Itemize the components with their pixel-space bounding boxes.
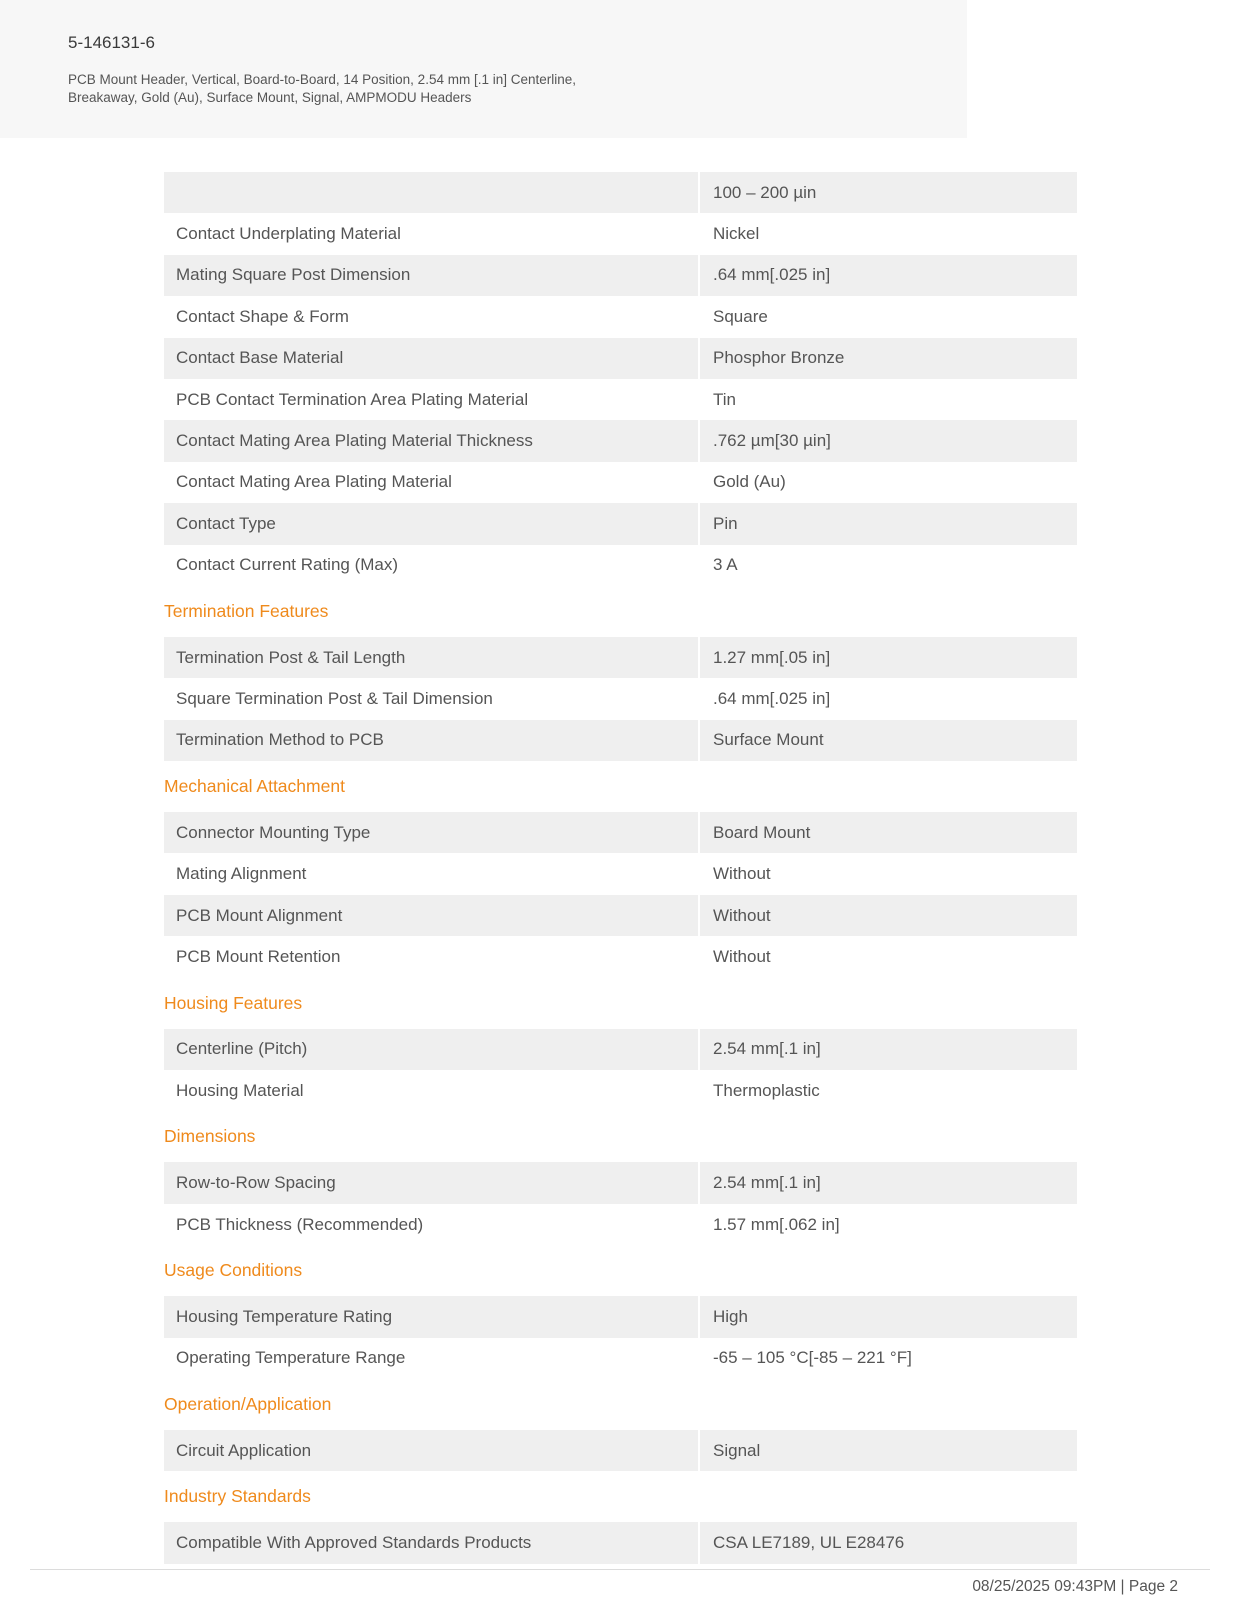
spec-row [164,338,1077,379]
spec-value: Board Mount [713,822,811,842]
spec-value: High [713,1306,748,1326]
spec-row [164,895,1077,936]
spec-value: 2.54 mm[.1 in] [713,1039,821,1059]
spec-value: .64 mm[.025 in] [713,688,831,708]
spec-row [164,462,1077,503]
spec-label: Row-to-Row Spacing [164,1162,700,1203]
spec-value: Nickel [713,224,760,244]
spec-row [164,296,1077,337]
spec-value: -65 – 105 °C[-85 – 221 °F] [713,1348,912,1368]
spec-table [164,172,1077,1564]
part-description-line2: Breakaway, Gold (Au), Surface Mount, Signal, AMPMODU Headers [68,90,472,105]
spec-row [164,720,1077,761]
spec-row [164,1204,1077,1245]
section-title-dimensions: Dimensions [164,1126,256,1147]
spec-value: Tin [713,389,736,409]
part-number: 5-146131-6 [68,33,155,52]
spec-value: CSA LE7189, UL E28476 [713,1533,905,1553]
spec-row [164,255,1077,296]
part-description [68,71,688,107]
spec-row [164,172,1077,213]
spec-label [164,172,700,213]
spec-row [164,678,1077,719]
spec-label: PCB Mount Alignment [164,895,700,936]
spec-value: Square [713,306,768,326]
spec-label: PCB Contact Termination Area Plating Material [164,379,700,420]
spec-value: 100 – 200 µin [713,182,817,202]
footer-timestamp-page: 08/25/2025 09:43PM | Page 2 [972,1578,1178,1595]
spec-value: Thermoplastic [713,1080,820,1100]
spec-row [164,379,1077,420]
spec-value: 2.54 mm[.1 in] [713,1173,821,1193]
spec-row [164,503,1077,544]
spec-label: Contact Mating Area Plating Material [164,462,700,503]
spec-row [164,936,1077,977]
section-title-usage-conditions: Usage Conditions [164,1260,303,1281]
spec-row [164,545,1077,586]
spec-label: Compatible With Approved Standards Products [164,1522,700,1563]
spec-value: Without [713,905,771,925]
spec-value: .762 µm[30 µin] [713,431,831,451]
spec-row [164,853,1077,894]
spec-label: Contact Base Material [164,338,700,379]
spec-label: Housing Material [164,1070,700,1111]
spec-label: Contact Mating Area Plating Material Thickness [164,420,700,461]
spec-value: .64 mm[.025 in] [713,265,831,285]
spec-label: Connector Mounting Type [164,812,700,853]
section-title-housing-features: Housing Features [164,992,303,1013]
spec-value: Without [713,946,771,966]
spec-value: 3 A [713,555,738,575]
spec-row [164,1296,1077,1337]
section-title-industry-standards: Industry Standards [164,1486,311,1507]
spec-row [164,637,1077,678]
spec-row [164,1070,1077,1111]
spec-row [164,1338,1077,1379]
spec-value: Pin [713,513,738,533]
spec-label: Mating Square Post Dimension [164,255,700,296]
spec-label: PCB Thickness (Recommended) [164,1204,700,1245]
spec-label: Operating Temperature Range [164,1338,700,1379]
spec-label: Circuit Application [164,1430,700,1471]
spec-row [164,1522,1077,1563]
section-title-operation-application: Operation/Application [164,1393,332,1414]
section-title-termination-features: Termination Features [164,600,329,621]
spec-value: Surface Mount [713,730,824,750]
spec-value: 1.57 mm[.062 in] [713,1214,840,1234]
spec-row [164,1430,1077,1471]
spec-label: Contact Shape & Form [164,296,700,337]
spec-label: Mating Alignment [164,853,700,894]
spec-label: Termination Method to PCB [164,720,700,761]
spec-row [164,812,1077,853]
spec-value: Phosphor Bronze [713,348,845,368]
spec-value: Signal [713,1440,761,1460]
part-description-line1: PCB Mount Header, Vertical, Board-to-Board, 14 Position, 2.54 mm [.1 in] Centerline, [68,72,577,87]
spec-label: Square Termination Post & Tail Dimension [164,678,700,719]
spec-label: Contact Type [164,503,700,544]
spec-row [164,1029,1077,1070]
spec-label: Contact Underplating Material [164,213,700,254]
spec-value: Without [713,864,771,884]
section-title-mechanical-attachment: Mechanical Attachment [164,776,345,797]
spec-label: Centerline (Pitch) [164,1029,700,1070]
spec-row [164,420,1077,461]
spec-row [164,1162,1077,1203]
spec-label: Termination Post & Tail Length [164,637,700,678]
spec-value: Gold (Au) [713,472,786,492]
spec-value: 1.27 mm[.05 in] [713,647,831,667]
spec-label: Housing Temperature Rating [164,1296,700,1337]
spec-label: PCB Mount Retention [164,936,700,977]
footer-divider [30,1569,1210,1570]
spec-label: Contact Current Rating (Max) [164,545,700,586]
header-band [0,0,967,138]
spec-row [164,213,1077,254]
